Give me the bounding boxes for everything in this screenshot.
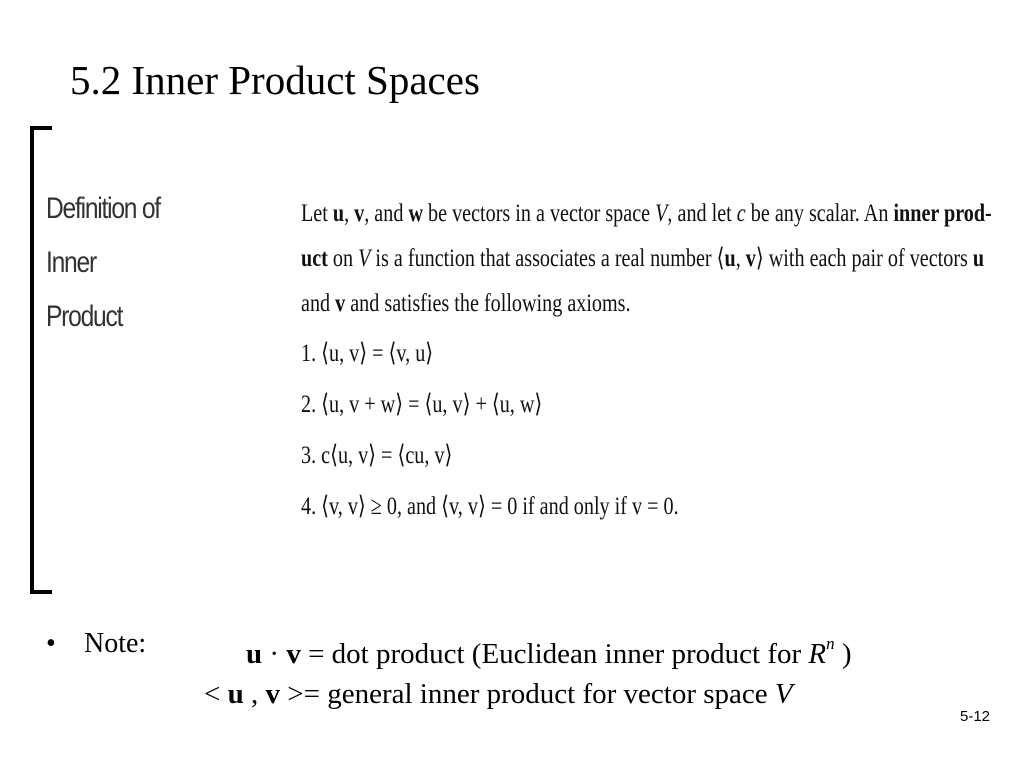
note-formula-general-inner-product: < u , v >= general inner product for vector space V xyxy=(204,678,793,710)
definition-line-1: Let u, v, and w be vectors in a vector space V, and let c be any scalar. An inner prod- xyxy=(301,198,992,227)
axiom-3: 3. c⟨u, v⟩ = ⟨cu, v⟩ xyxy=(301,440,453,469)
axiom-1: 1. ⟨u, v⟩ = ⟨v, u⟩ xyxy=(301,338,434,367)
axiom-4: 4. ⟨v, v⟩ ≥ 0, and ⟨v, v⟩ = 0 if and only if v = 0. xyxy=(301,491,679,520)
axiom-2: 2. ⟨u, v + w⟩ = ⟨u, v⟩ + ⟨u, w⟩ xyxy=(301,389,543,418)
note-row xyxy=(46,620,146,668)
note-formula-dot-product: u · v = dot product (Euclidean inner product for $R^n$ ) xyxy=(246,634,852,670)
definition-text xyxy=(301,190,992,531)
note-label: Note: xyxy=(84,628,147,659)
axiom-list xyxy=(301,327,980,531)
definition-line-2: uct on V is a function that associates a real number ⟨u, v⟩ with each pair of vectors u xyxy=(301,243,985,272)
slide-title: 5.2 Inner Product Spaces xyxy=(70,57,480,103)
definition-label-line2: Product xyxy=(46,300,123,333)
definition-label-line1: Definition of Inner xyxy=(46,192,160,279)
definition-label xyxy=(46,182,210,344)
page-number: 5-12 xyxy=(960,708,991,725)
bullet-icon: • xyxy=(46,628,56,659)
definition-line-3: and v and satisfies the following axioms. xyxy=(301,288,631,317)
